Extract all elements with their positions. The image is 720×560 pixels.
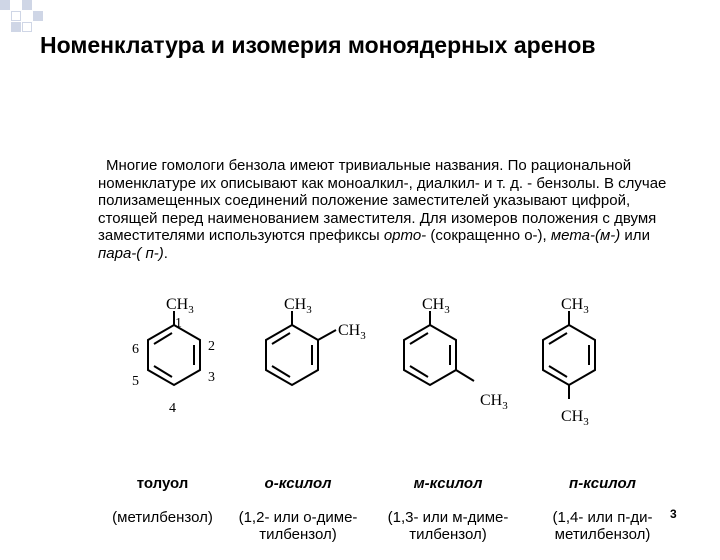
- p-xylene-structure: [527, 295, 627, 445]
- page-number: 3: [670, 507, 677, 521]
- decor-square: [22, 0, 32, 10]
- molecule-label: [540, 458, 665, 560]
- molecule-label: [228, 458, 368, 560]
- body-text-part: .: [163, 244, 168, 262]
- position-1: 1: [175, 316, 182, 331]
- o-xylene-structure: [250, 295, 380, 415]
- molecule-label: [100, 458, 225, 543]
- slide-title: Номенклатура и изомерия моноядерных аренов: [40, 32, 596, 58]
- prefix-para: пара-( п-): [98, 244, 164, 262]
- body-paragraph: [98, 157, 678, 263]
- position-4: 4: [169, 401, 176, 415]
- molecule-desc: (метилбензол): [112, 509, 213, 526]
- methyl-label: $CH_3$: [422, 296, 450, 316]
- methyl-label: $CH_3$: [166, 296, 194, 316]
- decor-square: [11, 11, 21, 21]
- decor-square: [33, 11, 43, 21]
- methyl-label: $CH_3$: [338, 322, 366, 342]
- decor-square: [11, 22, 21, 32]
- molecule-name: п-ксилол: [569, 475, 636, 492]
- molecule-desc: (1,3- или м-диме- тилбензол): [387, 509, 509, 543]
- position-6: 6: [132, 342, 139, 357]
- decor-square: [0, 0, 10, 10]
- m-xylene-structure: [388, 295, 528, 415]
- body-text-part: Многие гомологи бензола имеют тривиальные названия. По рациональной номенклатуре их описывают как моноалкил-, диалкил- и т. д. - бензолы. В случае полизамещенных соединений положение заместителей указывают цифрой, стоящей перед наименованием заместителя. Для изомеров положения с двумя заместителями используются префиксы: [98, 157, 667, 245]
- body-text-part: (сокращенно о-),: [426, 227, 551, 245]
- methyl-label: $CH_3$: [561, 408, 589, 428]
- position-5: 5: [132, 374, 139, 389]
- body-text-part: или: [620, 227, 650, 245]
- molecule-name: м-ксилол: [413, 475, 483, 492]
- toluene-structure: [120, 295, 230, 415]
- molecule-name: о-ксилол: [264, 475, 332, 492]
- methyl-label: $CH_3$: [480, 392, 508, 412]
- methyl-label: $CH_3$: [284, 296, 312, 316]
- molecule-label: [378, 458, 518, 560]
- decor-square: [22, 22, 32, 32]
- prefix-meta: мета-(м-): [550, 227, 621, 245]
- methyl-label: $CH_3$: [561, 296, 589, 316]
- molecule-name: толуол: [136, 475, 189, 492]
- molecule-desc: (1,2- или о-диме- тилбензол): [238, 509, 358, 543]
- position-2: 2: [208, 339, 215, 354]
- prefix-orto: орто-: [383, 227, 427, 245]
- molecule-desc: (1,4- или п-ди- метилбензол): [552, 509, 653, 543]
- position-3: 3: [208, 370, 215, 385]
